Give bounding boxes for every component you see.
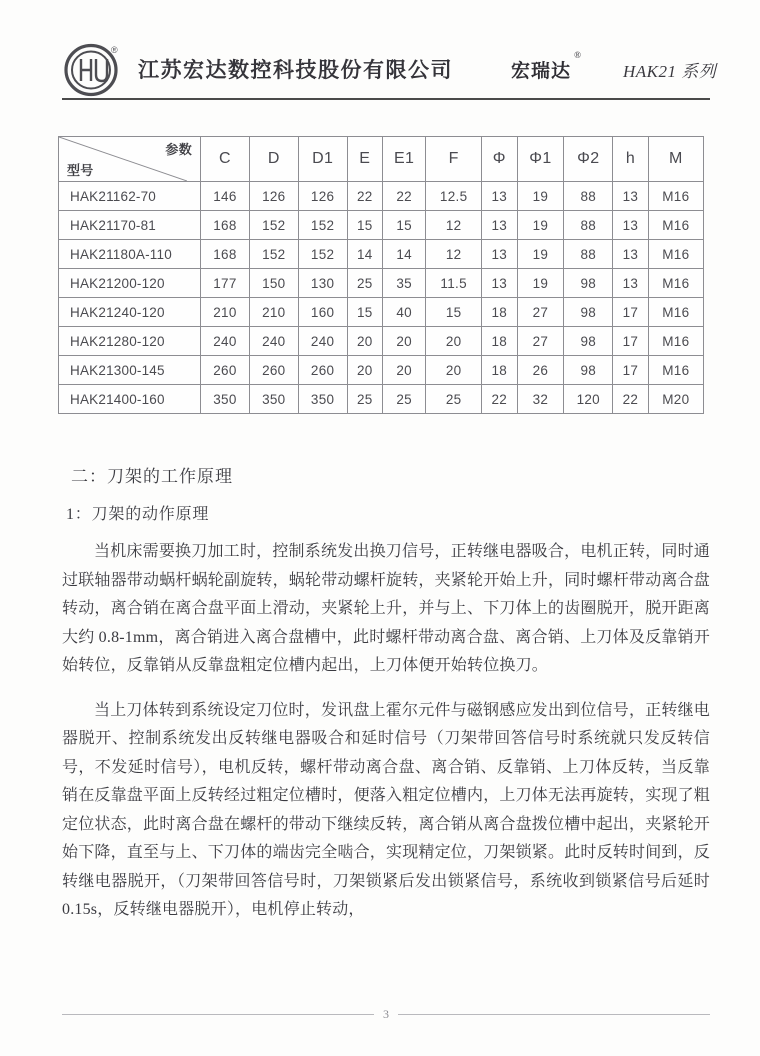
- cell-value: 25: [347, 269, 382, 298]
- cell-value: 88: [564, 240, 613, 269]
- cell-value: 88: [564, 211, 613, 240]
- cell-model: HAK21300-145: [59, 356, 201, 385]
- cell-value: 168: [201, 240, 250, 269]
- specification-table: [58, 136, 704, 414]
- column-header-phi: Φ: [482, 137, 517, 182]
- cell-model: HAK21240-120: [59, 298, 201, 327]
- hjd-logo-icon: [62, 41, 126, 97]
- cell-value: M16: [648, 356, 703, 385]
- cell-value: 17: [613, 327, 648, 356]
- cell-value: 17: [613, 298, 648, 327]
- page-header: [62, 38, 717, 100]
- cell-value: M16: [648, 182, 703, 211]
- cell-value: M16: [648, 269, 703, 298]
- cell-value: 152: [298, 211, 347, 240]
- cell-value: 350: [201, 385, 250, 414]
- cell-value: 15: [347, 298, 382, 327]
- cell-value: 126: [249, 182, 298, 211]
- paragraph-2: 当上刀体转到系统设定刀位时，发讯盘上霍尔元件与磁钢感应发出到位信号，正转继电器脱开、控制系统发出反转继电器吸合和延时信号（刀架带回答信号时系统就只发反转信号，不发延时信号），电机反转，螺杆带动离合盘、离合销、反靠销、上刀体反转，当反靠销在反靠盘平面上反转经过粗定位槽时，便落入粗定位槽内，上刀体无法再旋转，实现了粗定位状态，此时离合盘在螺杆的带动下继续反转，离合销从离合盘拨位槽中起出，夹紧轮开始下降，直至与上、下刀体的端齿完全啮合，实现精定位，刀架锁紧。此时反转时间到，反转继电器脱开，（刀架带回答信号时，刀架锁紧后发出锁紧信号，系统收到锁紧信号后延时 0.15s，反转继电器脱开），电机停止转动，: [62, 701, 711, 918]
- brand-name: [511, 49, 583, 83]
- cell-value: 32: [517, 385, 564, 414]
- cell-value: 152: [298, 240, 347, 269]
- cell-model: HAK21170-81: [59, 211, 201, 240]
- cell-value: 14: [383, 240, 426, 269]
- cell-value: 25: [347, 385, 382, 414]
- cell-value: 18: [482, 298, 517, 327]
- page-footer: [62, 1007, 710, 1022]
- cell-value: 18: [482, 356, 517, 385]
- cell-value: 15: [426, 298, 482, 327]
- cell-value: 26: [517, 356, 564, 385]
- cell-value: 13: [482, 211, 517, 240]
- cell-value: 20: [383, 327, 426, 356]
- cell-value: 22: [347, 182, 382, 211]
- cell-value: 25: [426, 385, 482, 414]
- subsection-heading: 1：刀架的动作原理: [66, 506, 210, 523]
- cell-value: 19: [517, 182, 564, 211]
- cell-value: 350: [249, 385, 298, 414]
- cell-value: 19: [517, 269, 564, 298]
- cell-value: 12: [426, 240, 482, 269]
- cell-value: 130: [298, 269, 347, 298]
- table-row: [59, 385, 704, 414]
- column-header-phi2: Φ2: [564, 137, 613, 182]
- document-content: [62, 462, 710, 941]
- table-row: [59, 327, 704, 356]
- column-header-phi1: Φ1: [517, 137, 564, 182]
- cell-value: 13: [482, 269, 517, 298]
- brand-text: 宏瑞达: [511, 60, 572, 82]
- cell-value: 40: [383, 298, 426, 327]
- cell-value: 210: [249, 298, 298, 327]
- cell-value: 20: [347, 327, 382, 356]
- company-name: 江苏宏达数控科技股份有限公司: [138, 58, 453, 82]
- cell-value: 126: [298, 182, 347, 211]
- table-header-row: [59, 137, 704, 182]
- cell-value: 260: [201, 356, 250, 385]
- column-header-e: E: [347, 137, 382, 182]
- cell-model: HAK21180A-110: [59, 240, 201, 269]
- company-logo: [62, 41, 126, 97]
- cell-value: 98: [564, 327, 613, 356]
- cell-value: 240: [201, 327, 250, 356]
- cell-value: 20: [426, 356, 482, 385]
- corner-model-label: 型号: [67, 163, 94, 178]
- cell-model: HAK21280-120: [59, 327, 201, 356]
- cell-value: 20: [383, 356, 426, 385]
- cell-value: 350: [298, 385, 347, 414]
- paragraph-1: 当机床需要换刀加工时，控制系统发出换刀信号，正转继电器吸合，电机正转，同时通过联轴器带动蜗杆蜗轮副旋转，蜗轮带动螺杆旋转，夹紧轮开始上升，同时螺杆带动离合盘转动，离合销在离合盘平面上滑动，夹紧轮上升，并与上、下刀体上的齿圈脱开，脱开距离大约 0.8-1mm，离合销进入离合盘槽中，此时螺杆带动离合盘、离合销、上刀体及反靠销开始转位，反靠销从反靠盘粗定位槽内起出，上刀体便开始转位换刀。: [62, 543, 711, 674]
- registered-mark-logo: ®: [111, 45, 118, 55]
- cell-value: 152: [249, 240, 298, 269]
- registered-mark-brand: ®: [574, 49, 583, 60]
- cell-value: 150: [249, 269, 298, 298]
- table-row: [59, 182, 704, 211]
- cell-value: M16: [648, 298, 703, 327]
- table-row: [59, 211, 704, 240]
- cell-value: 18: [482, 327, 517, 356]
- cell-value: 22: [383, 182, 426, 211]
- cell-value: 98: [564, 298, 613, 327]
- cell-value: 20: [426, 327, 482, 356]
- cell-value: 210: [201, 298, 250, 327]
- cell-value: M20: [648, 385, 703, 414]
- cell-value: 168: [201, 211, 250, 240]
- cell-value: 13: [482, 240, 517, 269]
- series-label: HAK21 系列: [623, 61, 717, 81]
- cell-value: 13: [613, 269, 648, 298]
- column-header-h: h: [613, 137, 648, 182]
- cell-value: 120: [564, 385, 613, 414]
- column-header-d: D: [249, 137, 298, 182]
- cell-value: M16: [648, 211, 703, 240]
- cell-value: 15: [347, 211, 382, 240]
- column-header-c: C: [201, 137, 250, 182]
- cell-value: 146: [201, 182, 250, 211]
- cell-value: 13: [613, 182, 648, 211]
- cell-value: 27: [517, 327, 564, 356]
- cell-value: 35: [383, 269, 426, 298]
- cell-value: 88: [564, 182, 613, 211]
- cell-value: 12: [426, 211, 482, 240]
- column-header-m: M: [648, 137, 703, 182]
- footer-rule-left: [62, 1014, 374, 1015]
- cell-value: 98: [564, 269, 613, 298]
- cell-value: 12.5: [426, 182, 482, 211]
- table-row: [59, 356, 704, 385]
- cell-value: 27: [517, 298, 564, 327]
- cell-value: 98: [564, 356, 613, 385]
- cell-value: 13: [482, 182, 517, 211]
- cell-value: 17: [613, 356, 648, 385]
- cell-value: 25: [383, 385, 426, 414]
- table-row: [59, 240, 704, 269]
- cell-value: 240: [298, 327, 347, 356]
- section-heading: 二：刀架的工作原理: [71, 467, 233, 486]
- cell-value: M16: [648, 240, 703, 269]
- table-body: [59, 137, 704, 414]
- cell-value: 13: [613, 211, 648, 240]
- cell-model: HAK21400-160: [59, 385, 201, 414]
- cell-value: 20: [347, 356, 382, 385]
- cell-model: HAK21162-70: [59, 182, 201, 211]
- cell-model: HAK21200-120: [59, 269, 201, 298]
- cell-value: 240: [249, 327, 298, 356]
- column-header-d1: D1: [298, 137, 347, 182]
- column-header-f: F: [426, 137, 482, 182]
- cell-value: 13: [613, 240, 648, 269]
- column-header-e1: E1: [383, 137, 426, 182]
- table-row: [59, 298, 704, 327]
- cell-value: 22: [613, 385, 648, 414]
- cell-value: 260: [249, 356, 298, 385]
- cell-value: 11.5: [426, 269, 482, 298]
- cell-value: 260: [298, 356, 347, 385]
- cell-value: 22: [482, 385, 517, 414]
- cell-value: 19: [517, 211, 564, 240]
- table-corner-cell: [59, 137, 201, 182]
- page-number: 3: [383, 1007, 389, 1021]
- cell-value: 14: [347, 240, 382, 269]
- cell-value: 160: [298, 298, 347, 327]
- cell-value: 15: [383, 211, 426, 240]
- header-divider: [62, 98, 710, 100]
- cell-value: 177: [201, 269, 250, 298]
- table-row: [59, 269, 704, 298]
- footer-rule-right: [398, 1014, 710, 1015]
- cell-value: 19: [517, 240, 564, 269]
- cell-value: M16: [648, 327, 703, 356]
- cell-value: 152: [249, 211, 298, 240]
- corner-parameter-label: 参数: [165, 142, 192, 157]
